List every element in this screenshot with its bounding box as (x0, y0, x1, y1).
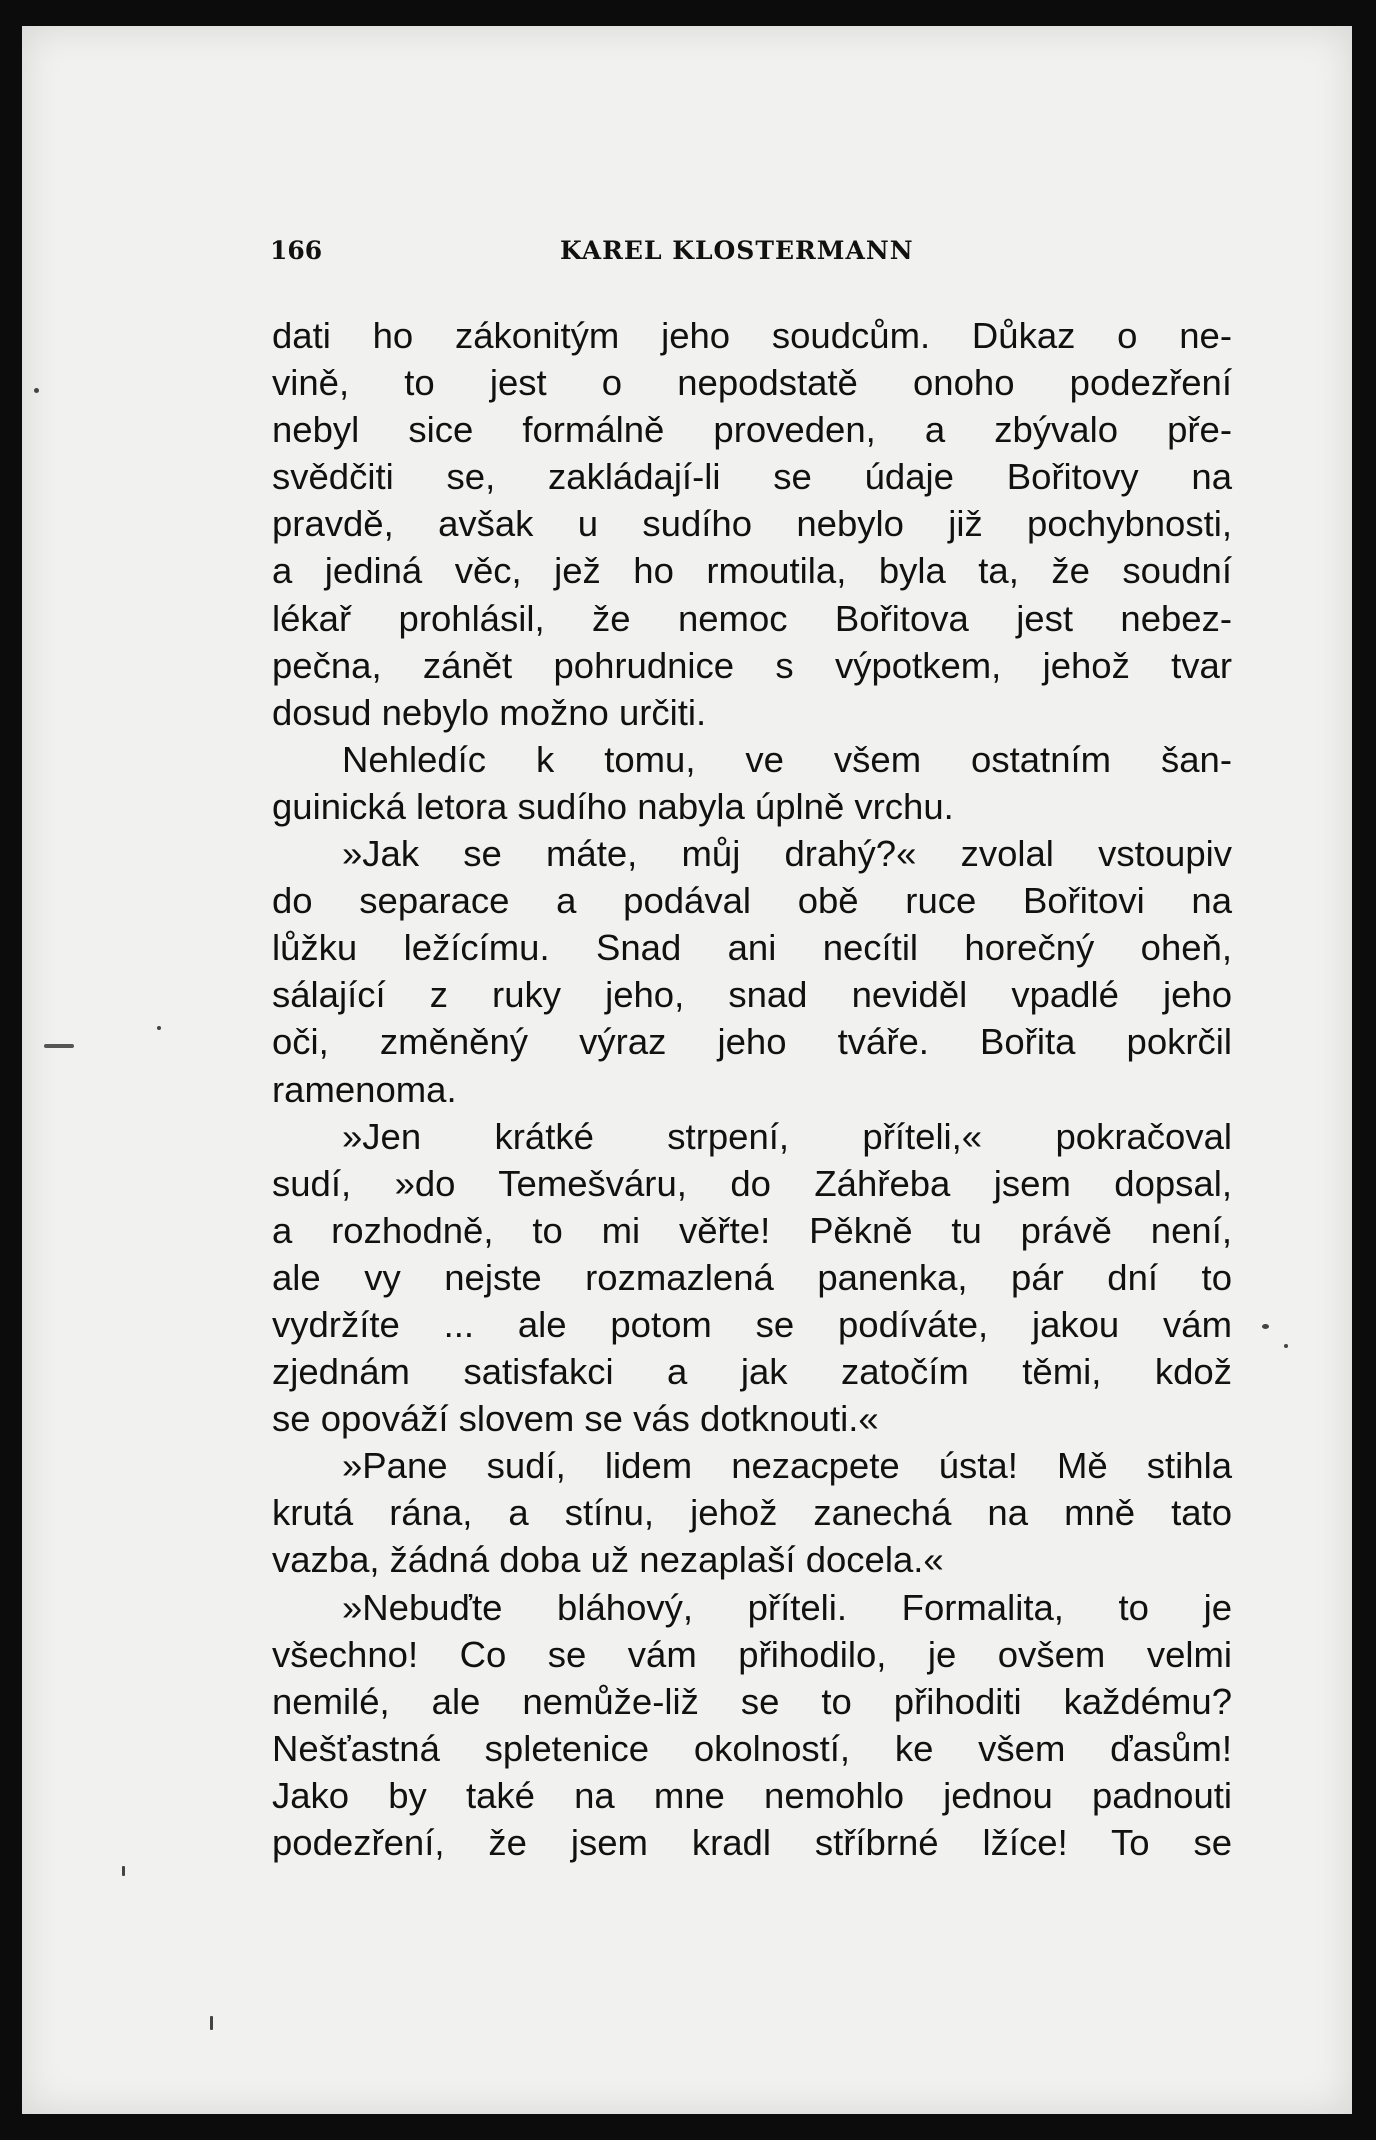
paragraph-first-line: »Pane sudí, lidem nezacpete ústa! Mě stihla (342, 1445, 1232, 1487)
text-line: a jediná věc, jež ho rmoutila, byla ta, že soudní (272, 550, 1232, 592)
text-line: pečna, zánět pohrudnice s výpotkem, jehož tvar (272, 644, 1232, 686)
text-line: dati ho zákonitým jeho soudcům. Důkaz o ne- (272, 315, 1232, 356)
text-line: ale vy nejste rozmazlená panenka, pár dní to (272, 1256, 1232, 1298)
text-line: svědčiti se, zakládají-li se údaje Bořitovy na (272, 456, 1232, 498)
body-text (272, 312, 1232, 1866)
text-line: vydržíte ... ale potom se podíváte, jakou vám (272, 1303, 1232, 1345)
text-line: všechno! Co se vám přihodilo, je ovšem velmi (272, 1633, 1232, 1675)
text-line: Jako by také na mne nemohlo jednou padnouti (272, 1774, 1232, 1816)
paper-speck (157, 1026, 161, 1030)
paper-speck (34, 388, 39, 393)
paragraph-first-line: »Jak se máte, můj drahý?« zvolal vstoupiv (342, 833, 1232, 875)
text-line: oči, změněný výraz jeho tváře. Bořita pokrčil (272, 1021, 1232, 1063)
text-line: se opováží slovem se vás dotknouti.« (272, 1398, 879, 1440)
text-line: lékař prohlásil, že nemoc Bořitova jest nebez- (272, 597, 1232, 639)
text-line: krutá rána, a stínu, jehož zanechá na mně tato (272, 1492, 1232, 1534)
paper-speck (1262, 1324, 1269, 1329)
paper-speck (122, 1866, 125, 1876)
paper-speck (210, 2016, 213, 2030)
running-head (270, 232, 940, 268)
paragraph-first-line: »Nebuďte bláhový, příteli. Formalita, to je (342, 1586, 1232, 1628)
text-line: podezření, že jsem kradl stříbrné lžíce! To se (272, 1822, 1232, 1863)
text-line: ramenoma. (272, 1068, 457, 1110)
text-line: nebyl sice formálně proveden, a zbývalo pře- (272, 409, 1232, 451)
text-line: lůžku ležícímu. Snad ani necítil horečný oheň, (272, 927, 1232, 969)
paragraph-first-line: »Jen krátké strpení, příteli,« pokračoval (342, 1115, 1232, 1157)
text-line: zjednám satisfakci a jak zatočím těmi, kdož (272, 1351, 1232, 1393)
text-line: sálající z ruky jeho, snad neviděl vpadlé jeho (272, 974, 1232, 1016)
text-line: do separace a podával obě ruce Bořitovi na (272, 880, 1232, 922)
running-head-author: KAREL KLOSTERMANN (560, 236, 914, 265)
paper-speck (1284, 1344, 1288, 1348)
text-line: pravdě, avšak u sudího nebylo již pochybnosti, (272, 503, 1232, 545)
text-line: Nešťastná spletenice okolností, ke všem ďasům! (272, 1727, 1232, 1769)
paper-speck (44, 1044, 74, 1048)
text-line: dosud nebylo možno určiti. (272, 691, 707, 733)
text-line: vině, to jest o nepodstatě onoho podezření (272, 362, 1232, 404)
text-line: sudí, »do Temešváru, do Záhřeba jsem dopsal, (272, 1162, 1232, 1204)
page-number: 166 (270, 236, 323, 265)
text-line: a rozhodně, to mi věřte! Pěkně tu právě není, (272, 1209, 1232, 1251)
paragraph-first-line: Nehledíc k tomu, ve všem ostatním šan- (342, 738, 1232, 780)
text-line: vazba, žádná doba už nezaplaší docela.« (272, 1539, 944, 1581)
text-line: nemilé, ale nemůže-liž se to přihoditi každému? (272, 1680, 1232, 1722)
text-line: guinická letora sudího nabyla úplně vrchu. (272, 785, 954, 827)
